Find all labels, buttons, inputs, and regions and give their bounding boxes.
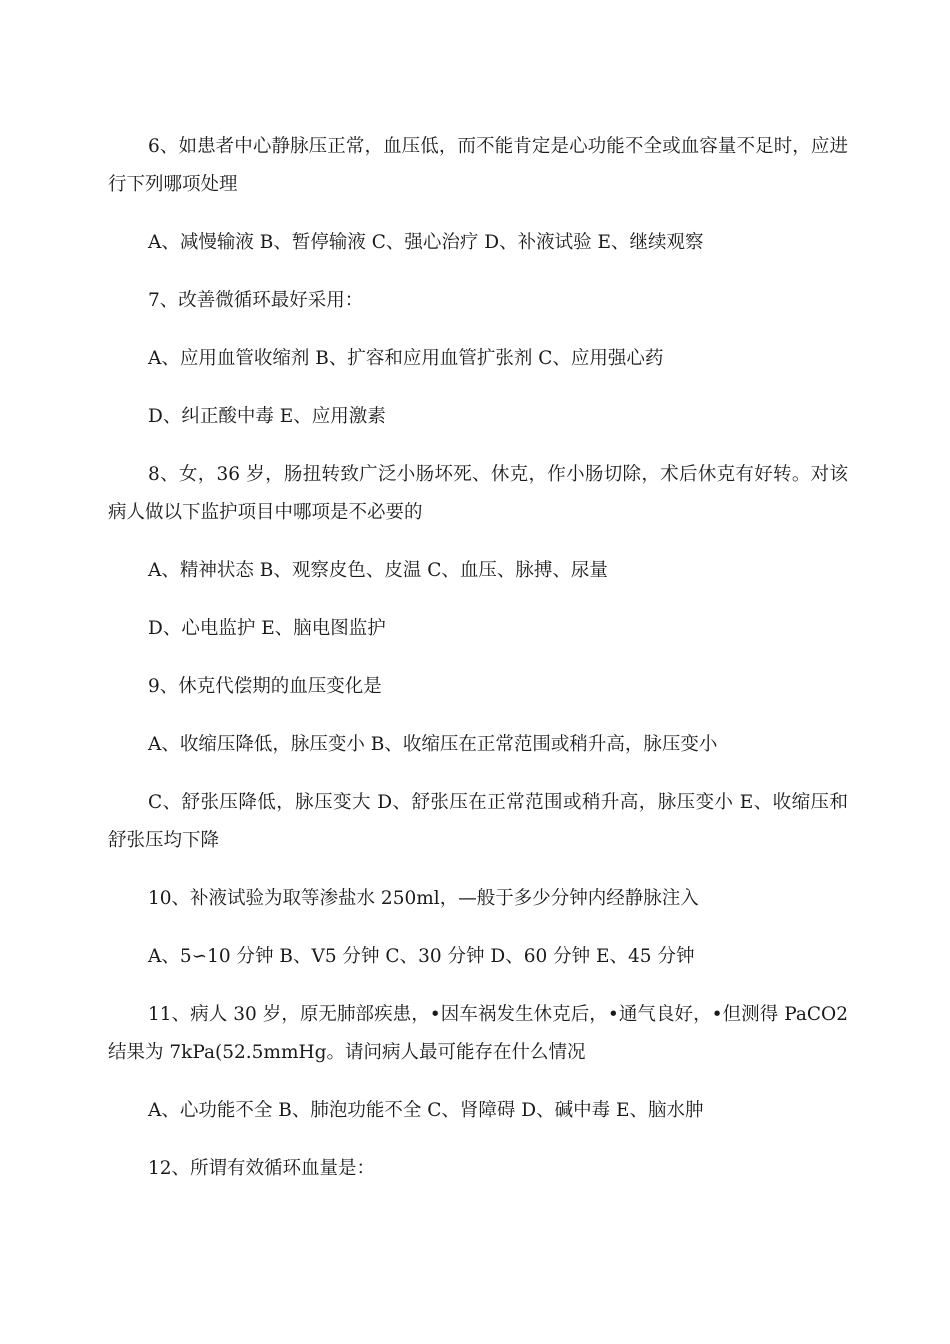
question-9-stem: 9、休克代偿期的血压变化是 — [148, 676, 382, 697]
question-10-stem: 10、补液试验为取等渗盐水 250ml，—般于多少分钟内经静脉注入 — [148, 888, 699, 909]
question-7-stem: 7、改善微循环最好采用： — [148, 290, 364, 311]
question-7-options-line-2: D、纠正酸中毒 E、应用激素 — [148, 406, 386, 427]
question-6-stem: 6、如患者中心静脉压正常，血压低，而不能肯定是心功能不全或血容量不足时，应进行下列哪项处理 — [108, 136, 848, 195]
question-10-options: A、5∽10 分钟 B、V5 分钟 C、30 分钟 D、60 分钟 E、45 分钟 — [148, 946, 695, 967]
question-11-options: A、心功能不全 B、肺泡功能不全 C、肾障碍 D、碱中毒 E、脑水肿 — [148, 1100, 704, 1121]
document-body — [108, 128, 848, 1208]
question-8-options-line-2: D、心电监护 E、脑电图监护 — [148, 618, 386, 639]
question-11-stem: 11、病人 30 岁，原无肺部疾患，•因车祸发生休克后，•通气良好，•但测得 PaCO2 结果为 7kPa(52.5mmHg。请问病人最可能存在什么情况 — [108, 1004, 848, 1063]
question-12-stem: 12、所谓有效循环血量是： — [148, 1158, 376, 1179]
question-8-stem: 8、女，36 岁，肠扭转致广泛小肠坏死、休克，作小肠切除，术后休克有好转。对该病人做以下监护项目中哪项是不必要的 — [108, 464, 848, 523]
question-7-options-line-1: A、应用血管收缩剂 B、扩容和应用血管扩张剂 C、应用强心药 — [148, 348, 664, 369]
question-9-options-line-2: C、舒张压降低，脉压变大 D、舒张压在正常范围或稍升高，脉压变小 E、收缩压和舒张压均下降 — [108, 792, 848, 851]
question-6-options: A、减慢输液 B、暂停输液 C、强心治疗 D、补液试验 E、继续观察 — [148, 232, 704, 253]
question-8-options-line-1: A、精神状态 B、观察皮色、皮温 C、血压、脉搏、尿量 — [148, 560, 608, 581]
question-9-options-line-1: A、收缩压降低，脉压变小 B、收缩压在正常范围或稍升高，脉压变小 — [148, 734, 718, 755]
